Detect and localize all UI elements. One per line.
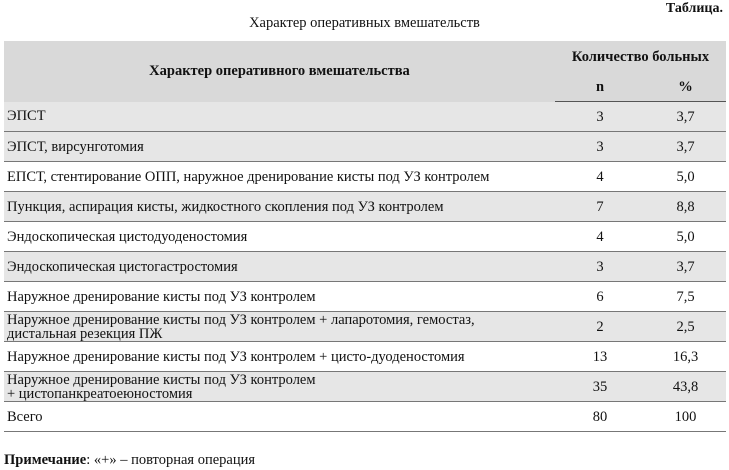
table-row xyxy=(4,282,726,312)
row-name: Эндоскопическая цистодуоденостомия xyxy=(4,222,555,252)
row-percent: 5,0 xyxy=(645,162,726,192)
table-row xyxy=(4,312,726,342)
row-name-line2: дистальная резекция ПЖ xyxy=(7,325,163,342)
table-header-row xyxy=(4,41,726,73)
note-text: : «+» – повторная операция xyxy=(86,452,256,468)
table-row xyxy=(4,252,726,282)
row-n: 35 xyxy=(555,372,645,402)
row-name: Пункция, аспирация кисты, жидкостного скопления под УЗ контролем xyxy=(4,192,555,222)
table-caption: Характер оперативных вмешательств xyxy=(249,15,480,31)
row-n: 4 xyxy=(555,222,645,252)
row-name: ЕПСТ, стентирование ОПП, наружное дренирование кисты под УЗ контролем xyxy=(4,162,555,192)
row-percent: 8,8 xyxy=(645,192,726,222)
table-row xyxy=(4,162,726,192)
row-percent: 5,0 xyxy=(645,222,726,252)
row-name: Наружное дренирование кисты под УЗ контролем xyxy=(4,282,555,312)
row-name xyxy=(4,312,555,342)
row-name: Эндоскопическая цистогастростомия xyxy=(4,252,555,282)
row-percent: 100 xyxy=(645,402,726,432)
row-n: 13 xyxy=(555,342,645,372)
row-percent: 3,7 xyxy=(645,132,726,162)
header-patients: Количество больных xyxy=(555,41,726,73)
note-label: Примечание xyxy=(4,452,87,468)
row-n: 80 xyxy=(555,402,645,432)
table-note xyxy=(4,452,255,469)
table-row xyxy=(4,372,726,402)
row-n: 3 xyxy=(555,102,645,132)
row-percent: 43,8 xyxy=(645,372,726,402)
row-name: ЭПСТ xyxy=(4,102,555,132)
row-n: 3 xyxy=(555,252,645,282)
table-label: Таблица. xyxy=(665,1,723,16)
table-row xyxy=(4,132,726,162)
row-name: ЭПСТ, вирсунготомия xyxy=(4,132,555,162)
table-row xyxy=(4,342,726,372)
table-row xyxy=(4,102,726,132)
header-percent: % xyxy=(645,73,726,102)
row-n: 4 xyxy=(555,162,645,192)
row-name xyxy=(4,372,555,402)
row-name-line1: Наружное дренирование кисты под УЗ контролем xyxy=(7,371,316,388)
row-percent: 16,3 xyxy=(645,342,726,372)
row-n: 2 xyxy=(555,312,645,342)
table-row xyxy=(4,222,726,252)
row-percent: 3,7 xyxy=(645,102,726,132)
row-name-line2: + цистопанкреатоеюностомия xyxy=(7,385,193,402)
data-table xyxy=(4,41,726,432)
table-row xyxy=(4,192,726,222)
row-percent: 3,7 xyxy=(645,252,726,282)
row-name: Наружное дренирование кисты под УЗ контролем + цисто-дуоденостомия xyxy=(4,342,555,372)
row-n: 7 xyxy=(555,192,645,222)
row-name-line1: Наружное дренирование кисты под УЗ контролем + лапаротомия, гемостаз, xyxy=(7,311,475,328)
header-intervention: Характер оперативного вмешательства xyxy=(4,41,555,102)
row-n: 6 xyxy=(555,282,645,312)
table-row-total xyxy=(4,402,726,432)
row-percent: 7,5 xyxy=(645,282,726,312)
row-name: Всего xyxy=(4,402,555,432)
row-n: 3 xyxy=(555,132,645,162)
row-percent: 2,5 xyxy=(645,312,726,342)
header-n: n xyxy=(555,73,645,102)
